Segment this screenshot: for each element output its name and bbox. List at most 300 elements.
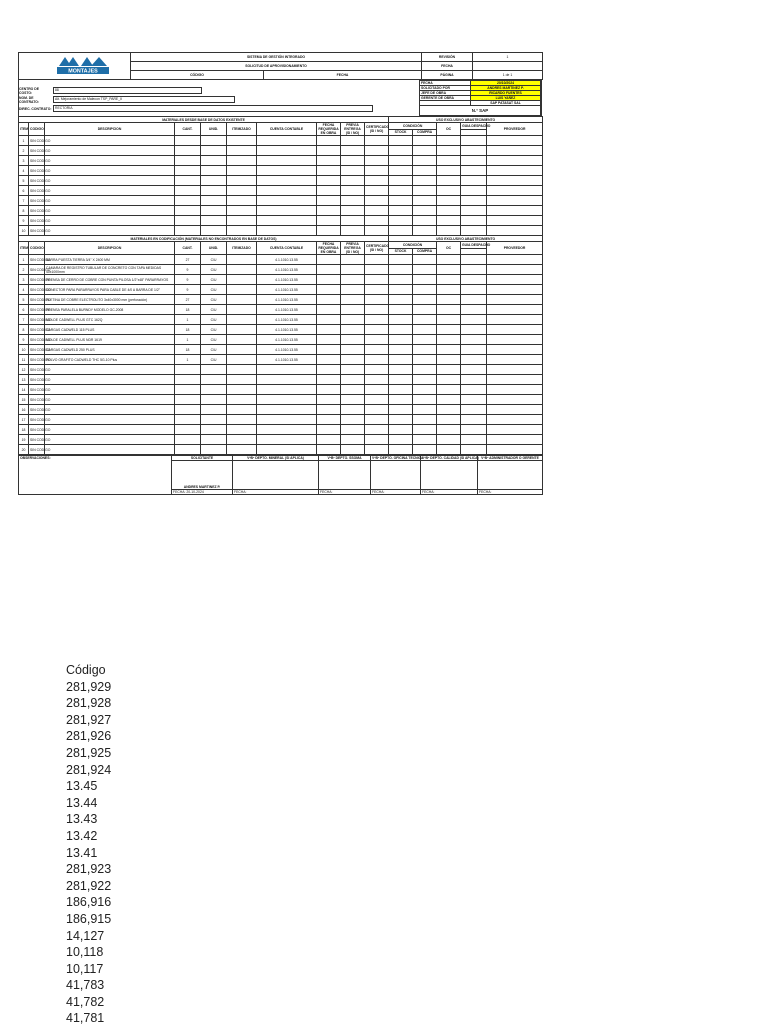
blank-cell[interactable]: [365, 146, 389, 156]
blank-cell[interactable]: [413, 166, 437, 176]
blank-cell[interactable]: [413, 285, 437, 295]
descripcion-cell[interactable]: PRENSA DE CERRO DE COBRE CON PUNTA PILOSA 1/2"x48" PARARRAYOS: [45, 275, 175, 285]
descripcion-cell[interactable]: MOLDE CADWELL PLUS GTC 162Q: [45, 315, 175, 325]
signature-box[interactable]: [371, 461, 421, 490]
blank-cell[interactable]: [413, 335, 437, 345]
descripcion-cell[interactable]: [45, 365, 175, 375]
blank-cell[interactable]: [487, 425, 543, 435]
blank-cell[interactable]: [487, 365, 543, 375]
unidad-cell[interactable]: [201, 365, 227, 375]
blank-cell[interactable]: [341, 305, 365, 315]
unidad-cell[interactable]: C/U: [201, 295, 227, 305]
cantidad-cell[interactable]: 27: [175, 255, 201, 265]
blank-cell[interactable]: [461, 186, 487, 196]
blank-cell[interactable]: [365, 305, 389, 315]
codigo-cell[interactable]: SIN CODIGO: [29, 176, 45, 186]
blank-cell[interactable]: [487, 345, 543, 355]
codigo-cell[interactable]: SIN CODIGO: [29, 315, 45, 325]
blank-cell[interactable]: [413, 146, 437, 156]
blank-cell[interactable]: [487, 415, 543, 425]
blank-cell[interactable]: [389, 325, 413, 335]
signature-box[interactable]: [421, 461, 478, 490]
blank-cell[interactable]: [437, 156, 461, 166]
blank-cell[interactable]: [437, 196, 461, 206]
blank-cell[interactable]: [341, 315, 365, 325]
blank-cell[interactable]: [389, 445, 413, 455]
codigo-cell[interactable]: SIN CODIGO: [29, 335, 45, 345]
descripcion-cell[interactable]: [45, 415, 175, 425]
blank-cell[interactable]: [437, 365, 461, 375]
unidad-cell[interactable]: C/U: [201, 315, 227, 325]
blank-cell[interactable]: [461, 345, 487, 355]
itemizado-cell[interactable]: [227, 315, 257, 325]
blank-cell[interactable]: [389, 375, 413, 385]
blank-cell[interactable]: [317, 385, 341, 395]
blank-cell[interactable]: [487, 176, 543, 186]
blank-cell[interactable]: [437, 395, 461, 405]
blank-cell[interactable]: [437, 275, 461, 285]
blank-cell[interactable]: [437, 345, 461, 355]
unidad-cell[interactable]: [201, 146, 227, 156]
itemizado-cell[interactable]: [227, 335, 257, 345]
blank-cell[interactable]: [317, 166, 341, 176]
blank-cell[interactable]: [413, 425, 437, 435]
blank-cell[interactable]: [389, 275, 413, 285]
blank-cell[interactable]: [437, 285, 461, 295]
blank-cell[interactable]: [413, 136, 437, 146]
blank-cell[interactable]: [487, 265, 543, 275]
blank-cell[interactable]: [437, 335, 461, 345]
itemizado-cell[interactable]: [227, 435, 257, 445]
blank-cell[interactable]: [365, 325, 389, 335]
blank-cell[interactable]: [437, 136, 461, 146]
descripcion-cell[interactable]: [45, 176, 175, 186]
unidad-cell[interactable]: C/U: [201, 285, 227, 295]
blank-cell[interactable]: [317, 415, 341, 425]
blank-cell[interactable]: [317, 335, 341, 345]
cuenta-cell[interactable]: 4.1.1010.13.55: [257, 255, 317, 265]
blank-cell[interactable]: [365, 365, 389, 375]
blank-cell[interactable]: [461, 445, 487, 455]
blank-cell[interactable]: [413, 435, 437, 445]
unidad-cell[interactable]: [201, 435, 227, 445]
blank-cell[interactable]: [365, 335, 389, 345]
codigo-cell[interactable]: SIN CODIGO: [29, 186, 45, 196]
blank-cell[interactable]: [341, 415, 365, 425]
itemizado-cell[interactable]: [227, 196, 257, 206]
blank-cell[interactable]: [487, 255, 543, 265]
blank-cell[interactable]: [487, 146, 543, 156]
cantidad-cell[interactable]: [175, 445, 201, 455]
blank-cell[interactable]: [317, 305, 341, 315]
blank-cell[interactable]: [365, 295, 389, 305]
descripcion-cell[interactable]: [45, 375, 175, 385]
cantidad-cell[interactable]: [175, 395, 201, 405]
cantidad-cell[interactable]: [175, 196, 201, 206]
descripcion-cell[interactable]: [45, 226, 175, 236]
blank-cell[interactable]: [437, 216, 461, 226]
descripcion-cell[interactable]: [45, 196, 175, 206]
cantidad-cell[interactable]: 18: [175, 345, 201, 355]
blank-cell[interactable]: [389, 415, 413, 425]
blank-cell[interactable]: [317, 275, 341, 285]
cuenta-cell[interactable]: [257, 176, 317, 186]
cuenta-cell[interactable]: [257, 156, 317, 166]
blank-cell[interactable]: [341, 265, 365, 275]
itemizado-cell[interactable]: [227, 285, 257, 295]
itemizado-cell[interactable]: [227, 206, 257, 216]
cuenta-cell[interactable]: 4.1.1010.13.55: [257, 285, 317, 295]
blank-cell[interactable]: [413, 226, 437, 236]
blank-cell[interactable]: [389, 295, 413, 305]
itemizado-cell[interactable]: [227, 345, 257, 355]
blank-cell[interactable]: [437, 415, 461, 425]
blank-cell[interactable]: [413, 176, 437, 186]
descripcion-cell[interactable]: [45, 385, 175, 395]
blank-cell[interactable]: [389, 405, 413, 415]
cantidad-cell[interactable]: [175, 226, 201, 236]
codigo-cell[interactable]: SIN CODIGO: [29, 156, 45, 166]
unidad-cell[interactable]: C/U: [201, 325, 227, 335]
codigo-cell[interactable]: SIN CODIGO: [29, 395, 45, 405]
blank-cell[interactable]: [389, 255, 413, 265]
itemizado-cell[interactable]: [227, 325, 257, 335]
descripcion-cell[interactable]: [45, 166, 175, 176]
blank-cell[interactable]: [461, 425, 487, 435]
meta-value[interactable]: RICARDO FUENTES: [471, 91, 541, 96]
itemizado-cell[interactable]: [227, 375, 257, 385]
descripcion-cell[interactable]: CARGAS CADWELD 115 PLUS: [45, 325, 175, 335]
cuenta-cell[interactable]: [257, 435, 317, 445]
descripcion-cell[interactable]: [45, 425, 175, 435]
descripcion-cell[interactable]: MOLDE CADWELL PLUS NDR 1619: [45, 335, 175, 345]
unidad-cell[interactable]: C/U: [201, 265, 227, 275]
blank-cell[interactable]: [487, 305, 543, 315]
itemizado-cell[interactable]: [227, 355, 257, 365]
cuenta-cell[interactable]: [257, 445, 317, 455]
cantidad-cell[interactable]: 9: [175, 265, 201, 275]
blank-cell[interactable]: [341, 345, 365, 355]
blank-cell[interactable]: [317, 285, 341, 295]
signature-box[interactable]: [172, 461, 233, 490]
blank-cell[interactable]: [389, 355, 413, 365]
blank-cell[interactable]: [437, 445, 461, 455]
codigo-cell[interactable]: SIN CODIGO: [29, 415, 45, 425]
cuenta-cell[interactable]: [257, 146, 317, 156]
blank-cell[interactable]: [341, 335, 365, 345]
itemizado-cell[interactable]: [227, 445, 257, 455]
blank-cell[interactable]: [461, 196, 487, 206]
cantidad-cell[interactable]: [175, 425, 201, 435]
blank-cell[interactable]: [461, 226, 487, 236]
unidad-cell[interactable]: [201, 156, 227, 166]
descripcion-cell[interactable]: [45, 206, 175, 216]
blank-cell[interactable]: [461, 176, 487, 186]
meta-value[interactable]: ANDRES MARTINEZ P.: [471, 86, 541, 91]
meta-value[interactable]: LUIS YAÑEZ: [471, 96, 541, 101]
blank-cell[interactable]: [365, 156, 389, 166]
cuenta-cell[interactable]: [257, 136, 317, 146]
cuenta-cell[interactable]: 4.1.1010.13.55: [257, 265, 317, 275]
codigo-cell[interactable]: SIN CODIGO: [29, 146, 45, 156]
blank-cell[interactable]: [487, 355, 543, 365]
cuenta-cell[interactable]: 4.1.1010.13.55: [257, 305, 317, 315]
descripcion-cell[interactable]: [45, 146, 175, 156]
cantidad-cell[interactable]: [175, 156, 201, 166]
blank-cell[interactable]: [461, 405, 487, 415]
codigo-cell[interactable]: SIN CODIGO: [29, 255, 45, 265]
cuenta-cell[interactable]: [257, 196, 317, 206]
blank-cell[interactable]: [389, 335, 413, 345]
codigo-cell[interactable]: SIN CODIGO: [29, 345, 45, 355]
blank-cell[interactable]: [461, 365, 487, 375]
blank-cell[interactable]: [389, 156, 413, 166]
blank-cell[interactable]: [437, 375, 461, 385]
codigo-cell[interactable]: SIN CODIGO: [29, 285, 45, 295]
blank-cell[interactable]: [341, 136, 365, 146]
blank-cell[interactable]: [437, 226, 461, 236]
blank-cell[interactable]: [317, 395, 341, 405]
blank-cell[interactable]: [365, 375, 389, 385]
nombre-contrato-field[interactable]: Alt. Mejoramiento de Malecon TSP_PARE_II: [53, 96, 235, 103]
itemizado-cell[interactable]: [227, 255, 257, 265]
codigo-cell[interactable]: SIN CODIGO: [29, 385, 45, 395]
blank-cell[interactable]: [413, 186, 437, 196]
blank-cell[interactable]: [365, 345, 389, 355]
blank-cell[interactable]: [341, 196, 365, 206]
cuenta-cell[interactable]: 4.1.1010.13.55: [257, 345, 317, 355]
cantidad-cell[interactable]: 1: [175, 335, 201, 345]
itemizado-cell[interactable]: [227, 425, 257, 435]
blank-cell[interactable]: [341, 385, 365, 395]
blank-cell[interactable]: [413, 315, 437, 325]
blank-cell[interactable]: [365, 425, 389, 435]
blank-cell[interactable]: [317, 255, 341, 265]
blank-cell[interactable]: [437, 186, 461, 196]
blank-cell[interactable]: [461, 265, 487, 275]
codigo-cell[interactable]: SIN CODIGO: [29, 425, 45, 435]
blank-cell[interactable]: [317, 325, 341, 335]
codigo-cell[interactable]: SIN CODIGO: [29, 405, 45, 415]
unidad-cell[interactable]: [201, 196, 227, 206]
blank-cell[interactable]: [317, 186, 341, 196]
blank-cell[interactable]: [365, 186, 389, 196]
unidad-cell[interactable]: C/U: [201, 275, 227, 285]
codigo-cell[interactable]: SIN CODIGO: [29, 206, 45, 216]
unidad-cell[interactable]: C/U: [201, 345, 227, 355]
cantidad-cell[interactable]: [175, 435, 201, 445]
cuenta-cell[interactable]: [257, 405, 317, 415]
centro-costo-field[interactable]: 88: [53, 87, 202, 94]
cantidad-cell[interactable]: 9: [175, 285, 201, 295]
blank-cell[interactable]: [487, 395, 543, 405]
blank-cell[interactable]: [389, 166, 413, 176]
blank-cell[interactable]: [317, 136, 341, 146]
unidad-cell[interactable]: [201, 136, 227, 146]
blank-cell[interactable]: [461, 136, 487, 146]
blank-cell[interactable]: [341, 226, 365, 236]
codigo-cell[interactable]: SIN CODIGO: [29, 445, 45, 455]
cantidad-cell[interactable]: [175, 415, 201, 425]
blank-cell[interactable]: [317, 435, 341, 445]
blank-cell[interactable]: [317, 375, 341, 385]
blank-cell[interactable]: [317, 425, 341, 435]
codigo-cell[interactable]: SIN CODIGO: [29, 196, 45, 206]
blank-cell[interactable]: [413, 156, 437, 166]
blank-cell[interactable]: [365, 216, 389, 226]
itemizado-cell[interactable]: [227, 186, 257, 196]
signature-box[interactable]: [478, 461, 543, 490]
blank-cell[interactable]: [437, 265, 461, 275]
blank-cell[interactable]: [487, 445, 543, 455]
codigo-cell[interactable]: SIN CODIGO: [29, 365, 45, 375]
cuenta-cell[interactable]: [257, 375, 317, 385]
blank-cell[interactable]: [437, 425, 461, 435]
blank-cell[interactable]: [389, 305, 413, 315]
blank-cell[interactable]: [437, 206, 461, 216]
blank-cell[interactable]: [487, 156, 543, 166]
unidad-cell[interactable]: [201, 176, 227, 186]
itemizado-cell[interactable]: [227, 156, 257, 166]
blank-cell[interactable]: [341, 395, 365, 405]
blank-cell[interactable]: [413, 216, 437, 226]
blank-cell[interactable]: [413, 415, 437, 425]
unidad-cell[interactable]: [201, 166, 227, 176]
itemizado-cell[interactable]: [227, 305, 257, 315]
blank-cell[interactable]: [461, 166, 487, 176]
blank-cell[interactable]: [487, 335, 543, 345]
cuenta-cell[interactable]: 4.1.1010.13.55: [257, 355, 317, 365]
blank-cell[interactable]: [317, 196, 341, 206]
unidad-cell[interactable]: [201, 405, 227, 415]
blank-cell[interactable]: [461, 295, 487, 305]
blank-cell[interactable]: [413, 265, 437, 275]
descripcion-cell[interactable]: BARRA PUESTA TIERRA 3/4" X 2400 MM: [45, 255, 175, 265]
blank-cell[interactable]: [487, 285, 543, 295]
descripcion-cell[interactable]: [45, 216, 175, 226]
blank-cell[interactable]: [487, 315, 543, 325]
blank-cell[interactable]: [487, 385, 543, 395]
unidad-cell[interactable]: [201, 375, 227, 385]
itemizado-cell[interactable]: [227, 405, 257, 415]
codigo-cell[interactable]: SIN CODIGO: [29, 166, 45, 176]
descripcion-cell[interactable]: [45, 395, 175, 405]
blank-cell[interactable]: [341, 285, 365, 295]
blank-cell[interactable]: [461, 315, 487, 325]
cuenta-cell[interactable]: [257, 415, 317, 425]
meta-value[interactable]: SAP PATASAT SAL: [471, 101, 541, 106]
blank-cell[interactable]: [389, 216, 413, 226]
itemizado-cell[interactable]: [227, 385, 257, 395]
itemizado-cell[interactable]: [227, 136, 257, 146]
blank-cell[interactable]: [365, 176, 389, 186]
unidad-cell[interactable]: [201, 445, 227, 455]
blank-cell[interactable]: [487, 275, 543, 285]
cuenta-cell[interactable]: [257, 206, 317, 216]
blank-cell[interactable]: [487, 166, 543, 176]
cantidad-cell[interactable]: [175, 186, 201, 196]
descripcion-cell[interactable]: CONECTOR PARA PARARRAYOS PARA CABLE DE 4/0 A BARRA DE 1/2": [45, 285, 175, 295]
blank-cell[interactable]: [487, 325, 543, 335]
blank-cell[interactable]: [389, 186, 413, 196]
blank-cell[interactable]: [461, 285, 487, 295]
blank-cell[interactable]: [413, 375, 437, 385]
blank-cell[interactable]: [317, 345, 341, 355]
descripcion-cell[interactable]: [45, 186, 175, 196]
blank-cell[interactable]: [487, 206, 543, 216]
blank-cell[interactable]: [413, 206, 437, 216]
blank-cell[interactable]: [437, 166, 461, 176]
descripcion-cell[interactable]: [45, 136, 175, 146]
cuenta-cell[interactable]: 4.1.1010.13.55: [257, 275, 317, 285]
cantidad-cell[interactable]: 18: [175, 305, 201, 315]
blank-cell[interactable]: [365, 415, 389, 425]
unidad-cell[interactable]: [201, 415, 227, 425]
signature-box[interactable]: [233, 461, 319, 490]
blank-cell[interactable]: [487, 435, 543, 445]
blank-cell[interactable]: [437, 435, 461, 445]
codigo-cell[interactable]: SIN CODIGO: [29, 275, 45, 285]
blank-cell[interactable]: [389, 206, 413, 216]
unidad-cell[interactable]: C/U: [201, 355, 227, 365]
blank-cell[interactable]: [437, 315, 461, 325]
unidad-cell[interactable]: [201, 425, 227, 435]
blank-cell[interactable]: [413, 275, 437, 285]
blank-cell[interactable]: [317, 405, 341, 415]
blank-cell[interactable]: [461, 206, 487, 216]
cuenta-cell[interactable]: [257, 186, 317, 196]
itemizado-cell[interactable]: [227, 415, 257, 425]
blank-cell[interactable]: [437, 355, 461, 365]
itemizado-cell[interactable]: [227, 226, 257, 236]
codigo-cell[interactable]: SIN CODIGO: [29, 355, 45, 365]
blank-cell[interactable]: [365, 136, 389, 146]
blank-cell[interactable]: [365, 285, 389, 295]
blank-cell[interactable]: [341, 445, 365, 455]
blank-cell[interactable]: [437, 295, 461, 305]
blank-cell[interactable]: [461, 156, 487, 166]
meta-value[interactable]: 20/10/2024: [471, 81, 541, 86]
cantidad-cell[interactable]: [175, 405, 201, 415]
blank-cell[interactable]: [365, 255, 389, 265]
itemizado-cell[interactable]: [227, 166, 257, 176]
blank-cell[interactable]: [413, 196, 437, 206]
blank-cell[interactable]: [317, 365, 341, 375]
blank-cell[interactable]: [461, 415, 487, 425]
cantidad-cell[interactable]: [175, 365, 201, 375]
blank-cell[interactable]: [389, 146, 413, 156]
blank-cell[interactable]: [365, 275, 389, 285]
blank-cell[interactable]: [461, 146, 487, 156]
cantidad-cell[interactable]: [175, 375, 201, 385]
descripcion-cell[interactable]: [45, 435, 175, 445]
blank-cell[interactable]: [317, 295, 341, 305]
cantidad-cell[interactable]: 18: [175, 325, 201, 335]
itemizado-cell[interactable]: [227, 275, 257, 285]
blank-cell[interactable]: [317, 445, 341, 455]
blank-cell[interactable]: [461, 385, 487, 395]
blank-cell[interactable]: [437, 176, 461, 186]
blank-cell[interactable]: [461, 435, 487, 445]
blank-cell[interactable]: [389, 196, 413, 206]
blank-cell[interactable]: [365, 315, 389, 325]
itemizado-cell[interactable]: [227, 216, 257, 226]
blank-cell[interactable]: [341, 186, 365, 196]
cuenta-cell[interactable]: [257, 365, 317, 375]
unidad-cell[interactable]: C/U: [201, 305, 227, 315]
cantidad-cell[interactable]: [175, 146, 201, 156]
codigo-cell[interactable]: SIN CODIGO: [29, 226, 45, 236]
